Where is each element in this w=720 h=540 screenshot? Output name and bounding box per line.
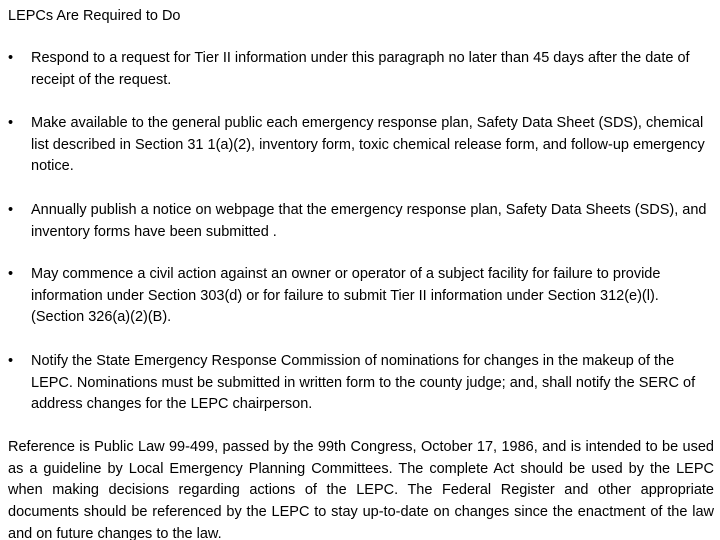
bullet-icon: •: [8, 266, 14, 282]
bullet-icon: •: [8, 115, 14, 131]
list-item: [8, 200, 714, 243]
reference-paragraph: Reference is Public Law 99-499, passed by the 99th Congress, October 17, 1986, and is intended to be used as a guideline by Local Emergency Planning Committees. The complete Act should be used by the LEPC when making decisions regarding actions of the LEPC. The Federal Register and other appropriate documents should be referenced by the LEPC to stay up-to-date on changes since the enactment of the law and on future changes to the law.: [8, 439, 714, 540]
bullet-icon: •: [8, 50, 14, 66]
list-item: [8, 351, 714, 416]
page-title: LEPCs Are Required to Do: [8, 8, 181, 24]
bullet-icon: •: [8, 202, 14, 218]
list-item-text: Make available to the general public each emergency response plan, Safety Data Sheet (SDS), chemical list described in Section 31 1(a)(2), inventory form, toxic chemical release form, and follow-up emergency notice.: [31, 115, 705, 175]
list-item-text: May commence a civil action against an owner or operator of a subject facility for failure to provide information under Section 303(d) or for failure to submit Tier II information under Section 312(e)(l). (Section 326(a)(2)(B).: [31, 266, 661, 326]
list-item: [8, 113, 714, 178]
bullet-icon: •: [8, 353, 14, 369]
list-item: [8, 264, 714, 329]
list-item-text: Annually publish a notice on webpage that the emergency response plan, Safety Data Sheets (SDS), and inventory forms have been submitted .: [31, 202, 707, 240]
list-item-text: Respond to a request for Tier II information under this paragraph no later than 45 days after the date of receipt of the request.: [31, 50, 690, 88]
list-item-text: Notify the State Emergency Response Commission of nominations for changes in the makeup of the LEPC. Nominations must be submitted in written form to the county judge; and, shall notify the SERC of address changes for the LEPC chairperson.: [31, 353, 696, 413]
list-item: [8, 48, 714, 91]
